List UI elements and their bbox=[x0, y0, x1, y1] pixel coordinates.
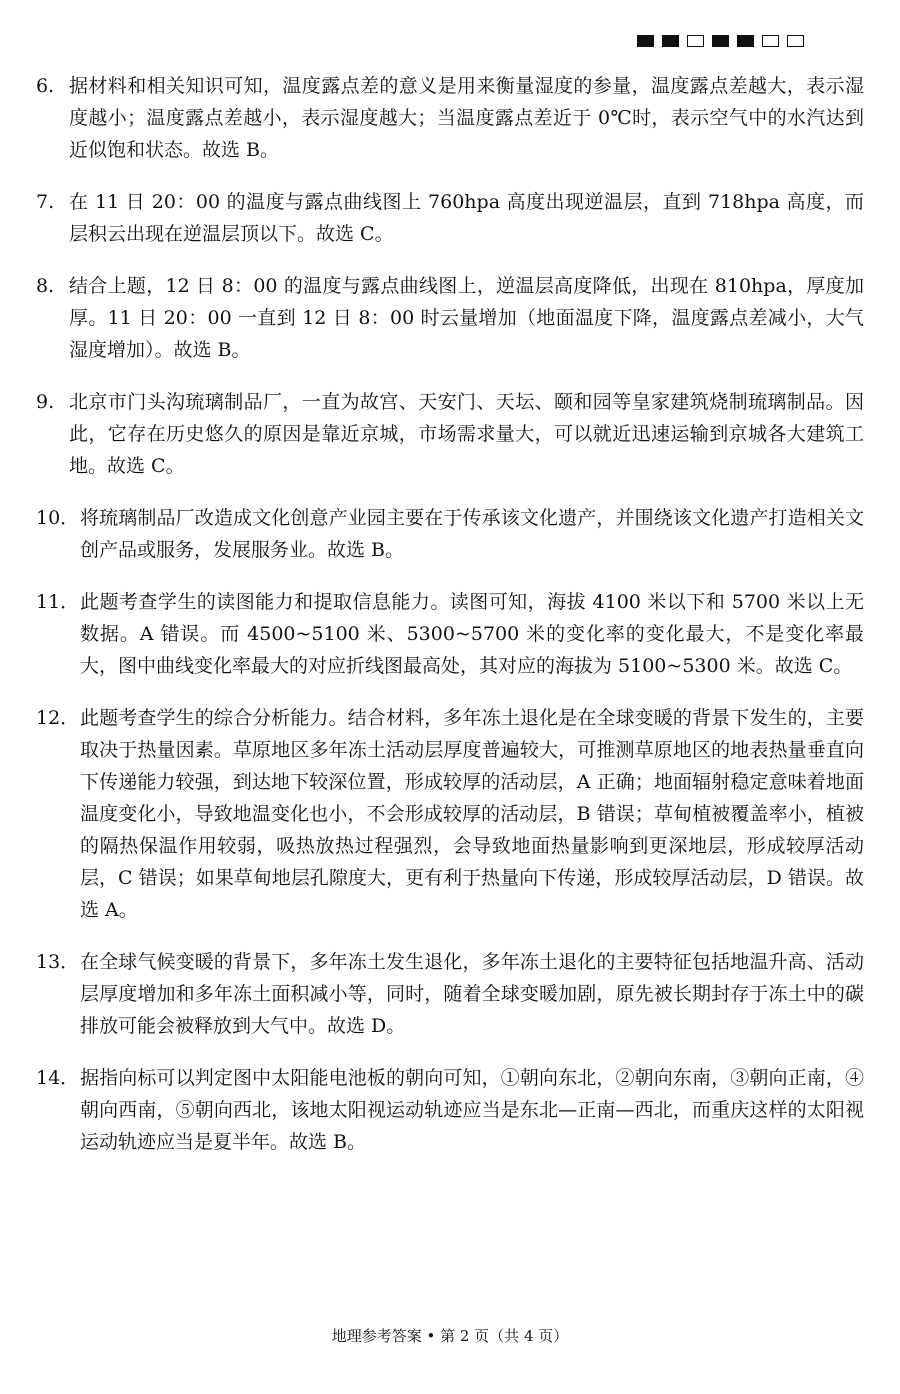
mark-filled bbox=[737, 35, 754, 47]
answer-number: 10． bbox=[36, 507, 80, 529]
answer-item-8 bbox=[36, 270, 864, 366]
answer-text: 在全球气候变暖的背景下，多年冻土发生退化，多年冻土退化的主要特征包括地温升高、活动层厚度增加和多年冻土面积减小等，同时，随着全球变暖加剧，原先被长期封存于冻土中的碳排放可能会被释放到大气中。故选 D。 bbox=[80, 951, 864, 1037]
mark-filled bbox=[637, 35, 654, 47]
answer-item-7 bbox=[36, 186, 864, 250]
answer-text: 此题考查学生的综合分析能力。结合材料，多年冻土退化是在全球变暖的背景下发生的，主要取决于热量因素。草原地区多年冻土活动层厚度普遍较大，可推测草原地区的地表热量垂直向下传递能力较强，到达地下较深位置，形成较厚的活动层，A 正确；地面辐射稳定意味着地面温度变化小，导致地温变化也小，不会形成较厚的活动层，B 错误；草甸植被覆盖率小，植被的隔热保温作用较弱，吸热放热过程强烈，会导致地面热量影响到更深地层，形成较厚活动层，C 错误；如果草甸地层孔隙度大，更有利于热量向下传递，形成较厚活动层，D 错误。故选 A。 bbox=[80, 707, 864, 921]
answer-number: 8. bbox=[36, 275, 55, 297]
answer-item-10 bbox=[36, 502, 864, 566]
mark-filled bbox=[712, 35, 729, 47]
answer-item-6 bbox=[36, 70, 864, 166]
answer-number: 6. bbox=[36, 75, 55, 97]
answer-item-14 bbox=[36, 1062, 864, 1158]
mark-empty bbox=[687, 35, 704, 47]
mark-empty bbox=[762, 35, 779, 47]
answer-item-12 bbox=[36, 702, 864, 926]
page-footer: 地理参考答案 • 第 2 页（共 4 页） bbox=[331, 1327, 569, 1345]
answer-text: 在 11 日 20：00 的温度与露点曲线图上 760hpa 高度出现逆温层，直到 718hpa 高度，而层积云出现在逆温层顶以下。故选 C。 bbox=[69, 191, 864, 245]
answer-item-13 bbox=[36, 946, 864, 1042]
header-marks bbox=[637, 35, 804, 47]
answer-number: 11． bbox=[36, 591, 80, 613]
answer-item-11 bbox=[36, 586, 864, 682]
answer-text: 据指向标可以判定图中太阳能电池板的朝向可知，①朝向东北，②朝向东南，③朝向正南，④朝向西南，⑤朝向西北，该地太阳视运动轨迹应当是东北—正南—西北，而重庆这样的太阳视运动轨迹应当是夏半年。故选 B。 bbox=[80, 1067, 864, 1153]
answer-number: 9. bbox=[36, 391, 55, 413]
answer-number: 14． bbox=[36, 1067, 80, 1089]
answer-list bbox=[36, 70, 864, 1178]
answer-number: 13． bbox=[36, 951, 80, 973]
answer-text: 将琉璃制品厂改造成文化创意产业园主要在于传承该文化遗产，并围绕该文化遗产打造相关文创产品或服务，发展服务业。故选 B。 bbox=[80, 507, 864, 561]
answer-text: 北京市门头沟琉璃制品厂，一直为故宫、天安门、天坛、颐和园等皇家建筑烧制琉璃制品。因此，它存在历史悠久的原因是靠近京城，市场需求量大，可以就近迅速运输到京城各大建筑工地。故选 C。 bbox=[69, 391, 864, 477]
answer-number: 12． bbox=[36, 707, 80, 729]
answer-text: 结合上题，12 日 8：00 的温度与露点曲线图上，逆温层高度降低，出现在 810hpa，厚度加厚。11 日 20：00 一直到 12 日 8：00 时云量增加（地面温度下降，温度露点差减小，大气湿度增加）。故选 B。 bbox=[69, 275, 864, 361]
answer-number: 7. bbox=[36, 191, 55, 213]
mark-filled bbox=[662, 35, 679, 47]
mark-empty bbox=[787, 35, 804, 47]
answer-text: 据材料和相关知识可知，温度露点差的意义是用来衡量湿度的参量，温度露点差越大，表示湿度越小；温度露点差越小，表示湿度越大；当温度露点差近于 0℃时，表示空气中的水汽达到近似饱和状态。故选 B。 bbox=[69, 75, 864, 161]
answer-text: 此题考查学生的读图能力和提取信息能力。读图可知，海拔 4100 米以下和 5700 米以上无数据。A 错误。而 4500~5100 米、5300~5700 米的变化率的变化最大，不是变化率最大，图中曲线变化率最大的对应折线图最高处，其对应的海拔为 5100~5300 米。故选 C。 bbox=[80, 591, 864, 677]
answer-item-9 bbox=[36, 386, 864, 482]
